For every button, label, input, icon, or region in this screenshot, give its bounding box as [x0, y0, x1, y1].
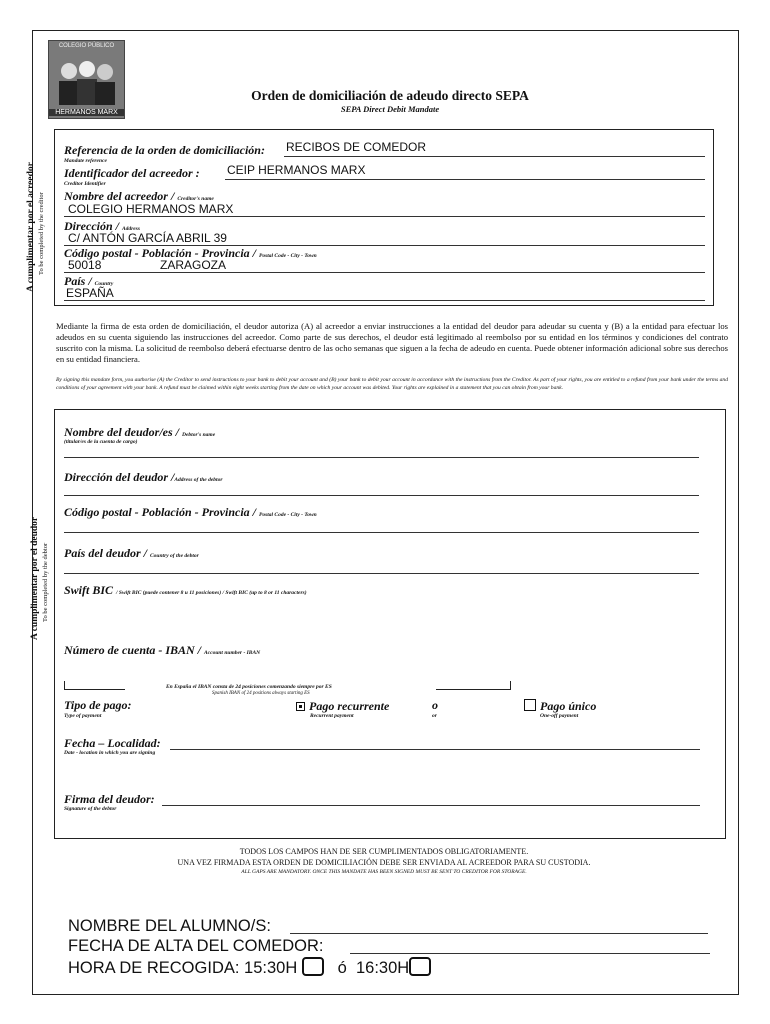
iban-note: En España el IBAN consta de 24 posiciones comenzando siempre por ES — [166, 684, 332, 690]
debtor-side-sublabel: To be completed by the debtor — [42, 542, 49, 622]
recurrent-label: Pago recurrente — [309, 699, 390, 713]
footer-line-1: TODOS LOS CAMPOS HAN DE SER CUMPLIMENTADOS OBLIGATORIAMENTE. — [239, 847, 529, 856]
identifier-en: Creditor Identifier — [64, 181, 106, 187]
mandate-text-en: By signing this mandate form, you authorise (A) the Creditor to send instructions to your bank to debit your account and (B) your bank to debit your account in accordance with the instructions from the Creditor. As part of your rights, you are entitled to a refund from your bank under the terms and conditions of your agreement with your bank. A refund must be claimed within eight weeks starting from the date on which your account was debited. Your rights are explained in a statement that you can obtain from your bank. — [56, 377, 728, 391]
recurrent-en: Recurrent payment — [310, 713, 354, 719]
creditor-postal-line — [64, 272, 705, 273]
start-date-label: FECHA DE ALTA DEL COMEDOR: — [68, 937, 324, 955]
creditor-side-sublabel: To be completed by the creditor — [38, 192, 45, 275]
iban-note-en: Spanish IBAN of 24 positions always starting ES — [212, 691, 310, 696]
logo-top-text: COLEGIO PÚBLICO — [58, 43, 115, 49]
date-location-en: Date - location in which you are signing — [64, 750, 156, 756]
page-title: Orden de domiciliación de adeudo directo SEPA — [251, 88, 529, 103]
creditor-address-value[interactable]: C/ ANTÓN GARCÍA ABRIL 39 — [68, 231, 227, 245]
student-name-label: NOMBRE DEL ALUMNO/S: — [68, 917, 271, 935]
creditor-name-value[interactable]: COLEGIO HERMANOS MARX — [68, 202, 234, 216]
reference-label: Referencia de la orden de domiciliación: — [64, 143, 265, 157]
school-logo — [48, 40, 125, 119]
oneoff-label: Pago único — [540, 699, 597, 713]
identifier-label: Identificador del acreedor : — [64, 166, 200, 180]
debtor-postal-label: Código postal - Población - Provincia / Postal Code - City - Town — [64, 505, 317, 519]
reference-line — [284, 156, 705, 157]
recurrent-checkbox-icon[interactable] — [296, 702, 305, 711]
pickup-time2-label: 16:30H — [355, 959, 410, 977]
creditor-postal-label: Código postal - Población - Provincia / Postal Code - City - Town — [64, 246, 317, 260]
creditor-country-value[interactable]: ESPAÑA — [66, 286, 114, 300]
logo-bottom-text: HERMANOS MARX — [49, 109, 124, 116]
payment-type-label: Tipo de pago: — [64, 698, 132, 712]
mandate-text-es: Mediante la firma de esta orden de domiciliación, el deudor autoriza (A) al acreedor a enviar instrucciones a la entidad del deudor para adeudar su cuenta y (B) a la entidad para efectuar los adeudos en su cuenta siguiendo las instrucciones del acreedor. Como parte de sus derechos, el deudor está legitimado al reembolso por su entidad en los términos y condiciones del contrato suscrito con la misma. La solicitud de reembolso deberá efectuarse dentro de las ocho semanas que siguen a la fecha de adeudo en cuenta. Puede obtener información adicional sobre sus derechos en su entidad financiera. — [56, 321, 728, 364]
footer-line-2: UNA VEZ FIRMADA ESTA ORDEN DE DOMICILIACIÓN DEBE SER ENVIADA AL ACREEDOR PARA SU CUSTODIA. — [177, 858, 591, 867]
debtor-name-note: (titular/es de la cuenta de cargo) — [64, 439, 138, 445]
signature-line[interactable] — [162, 805, 700, 806]
footer-line-3: ALL GAPS ARE MANDATORY. ONCE THIS MANDATE HAS BEEN SIGNED MUST BE SENT TO CREDITOR FOR STORAGE. — [241, 869, 527, 875]
date-location-line[interactable] — [170, 749, 700, 750]
debtor-country-line[interactable] — [64, 573, 699, 574]
oneoff-checkbox-icon[interactable] — [524, 699, 536, 711]
pickup-time-row — [68, 957, 431, 978]
pickup-or-label: ó — [337, 959, 347, 977]
date-location-label: Fecha – Localidad: — [64, 736, 161, 750]
payment-type-en: Type of payment — [64, 713, 102, 719]
or-label: o — [432, 698, 438, 712]
debtor-country-label: País del deudor / Country of the debtor — [64, 546, 199, 560]
debtor-side-label: A cumplimentar por el deudor — [30, 516, 40, 640]
iban-bracket-right[interactable] — [436, 681, 511, 690]
debtor-address-line[interactable] — [64, 495, 699, 496]
debtor-postal-line[interactable] — [64, 532, 699, 533]
or-en: or — [432, 713, 437, 719]
reference-value[interactable]: RECIBOS DE COMEDOR — [286, 140, 427, 154]
creditor-country-line — [64, 300, 705, 301]
iban-label: Número de cuenta - IBAN / Account number - IBAN — [64, 643, 261, 657]
student-name-line[interactable] — [290, 933, 708, 934]
signature-label: Firma del deudor: — [64, 792, 155, 806]
creditor-name-label: Nombre del acreedor / Creditor's name — [64, 189, 214, 203]
creditor-city[interactable]: ZARAGOZA — [160, 258, 227, 272]
creditor-address-label: Dirección / Address — [64, 219, 141, 233]
debtor-name-line[interactable] — [64, 457, 699, 458]
creditor-side-label: A cumplimentar por el acreedor — [26, 162, 36, 292]
iban-bracket-left[interactable] — [64, 681, 125, 690]
creditor-postal-code[interactable]: 50018 — [68, 258, 102, 272]
page-subtitle: SEPA Direct Debit Mandate — [340, 104, 440, 114]
oneoff-en: One-off payment — [540, 713, 579, 719]
logo-figures-icon — [49, 41, 124, 118]
swift-label: Swift BIC / Swift BIC (puede contener 8 u 11 posiciones) / Swift BIC (up to 8 or 11 characters) — [64, 583, 307, 597]
debtor-address-label: Dirección del deudor /Address of the debtor — [64, 470, 223, 484]
pickup-1630-checkbox-icon[interactable] — [409, 957, 431, 976]
pickup-1530-checkbox-icon[interactable] — [302, 957, 324, 976]
creditor-name-line — [64, 216, 705, 217]
debtor-name-label: Nombre del deudor/es / Debtor's name — [64, 425, 216, 439]
start-date-line[interactable] — [350, 953, 710, 954]
signature-en: Signature of the debtor — [64, 806, 117, 812]
creditor-country-label: País / Country — [64, 274, 114, 288]
identifier-value[interactable]: CEIP HERMANOS MARX — [227, 163, 366, 177]
identifier-line — [225, 179, 705, 180]
pickup-time-label: HORA DE RECOGIDA: 15:30H — [68, 959, 298, 977]
reference-en: Mandate reference — [64, 158, 107, 164]
